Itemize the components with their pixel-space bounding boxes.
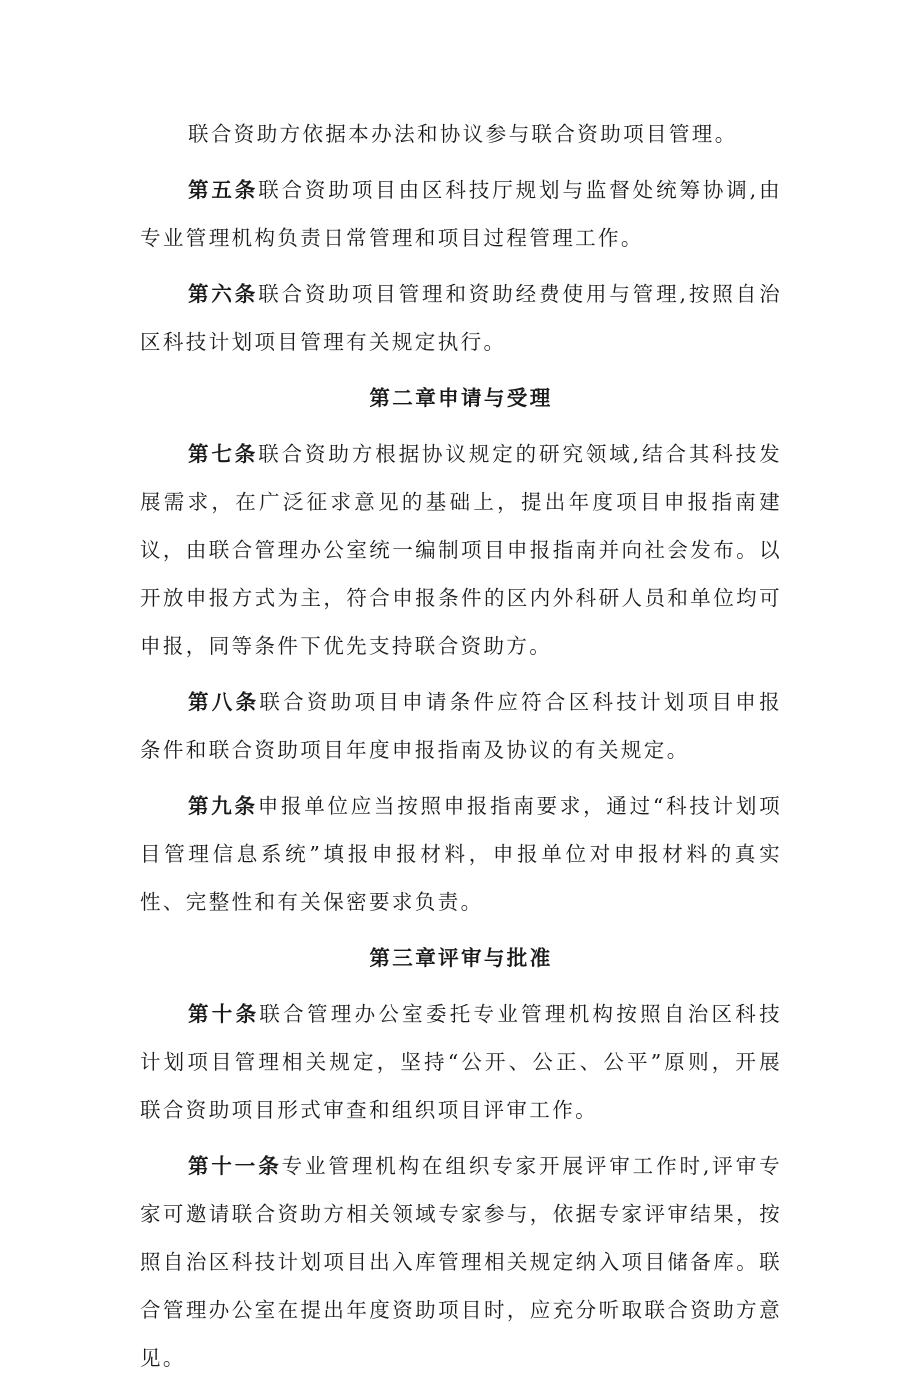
paragraph-text: 联合资助项目申请条件应符合区科技计划项目申报条件和联合资助项目年度申报指南及协议的有关规定。 [140,690,782,762]
paragraph-article-11 [140,1142,782,1382]
paragraph-article-8 [140,678,782,774]
document-page [140,110,782,1382]
paragraph-article-6 [140,270,782,366]
article-label: 第十条 [188,1002,260,1026]
paragraph-article-5 [140,166,782,262]
paragraph-text: 申报单位应当按照申报指南要求，通过“科技计划项目管理信息系统”填报申报材料，申报单位对申报材料的真实性、完整性和有关保密要求负责。 [140,794,782,914]
paragraph-text: 专业管理机构在组织专家开展评审工作时,评审专家可邀请联合资助方相关领域专家参与，依据专家评审结果，按照自治区科技计划项目出入库管理相关规定纳入项目储备库。联合管理办公室在提出年度资助项目时，应充分听取联合资助方意见。 [140,1154,782,1370]
paragraph-text: 联合资助方依据本办法和协议参与联合资助项目管理。 [188,122,738,146]
article-label: 第十一条 [188,1154,282,1178]
paragraph-text: 联合资助项目由区科技厅规划与监督处统筹协调,由专业管理机构负责日常管理和项目过程管理工作。 [140,178,783,250]
paragraph-article-9 [140,782,782,926]
chapter-heading-2: 第二章申请与受理 [369,386,553,410]
paragraph-article-10 [140,990,782,1134]
article-label: 第六条 [188,282,259,306]
paragraph-joint-funder-participation [140,110,782,158]
article-label: 第九条 [188,794,258,818]
paragraph-text: 联合资助项目管理和资助经费使用与管理,按照自治区科技计划项目管理有关规定执行。 [140,282,783,354]
article-label: 第五条 [188,178,259,202]
chapter-heading-3: 第三章评审与批准 [369,946,553,970]
paragraph-text: 联合管理办公室委托专业管理机构按照自治区科技计划项目管理相关规定，坚持“公开、公正、公平”原则，开展联合资助项目形式审查和组织项目评审工作。 [140,1002,782,1122]
article-label: 第八条 [188,690,260,714]
paragraph-article-7 [140,430,782,670]
paragraph-text: 联合资助方根据协议规定的研究领域,结合其科技发展需求，在广泛征求意见的基础上，提出年度项目申报指南建议，由联合管理办公室统一编制项目申报指南并向社会发布。以开放申报方式为主，符合申报条件的区内外科研人员和单位均可申报，同等条件下优先支持联合资助方。 [140,442,783,658]
article-label: 第七条 [188,442,259,466]
